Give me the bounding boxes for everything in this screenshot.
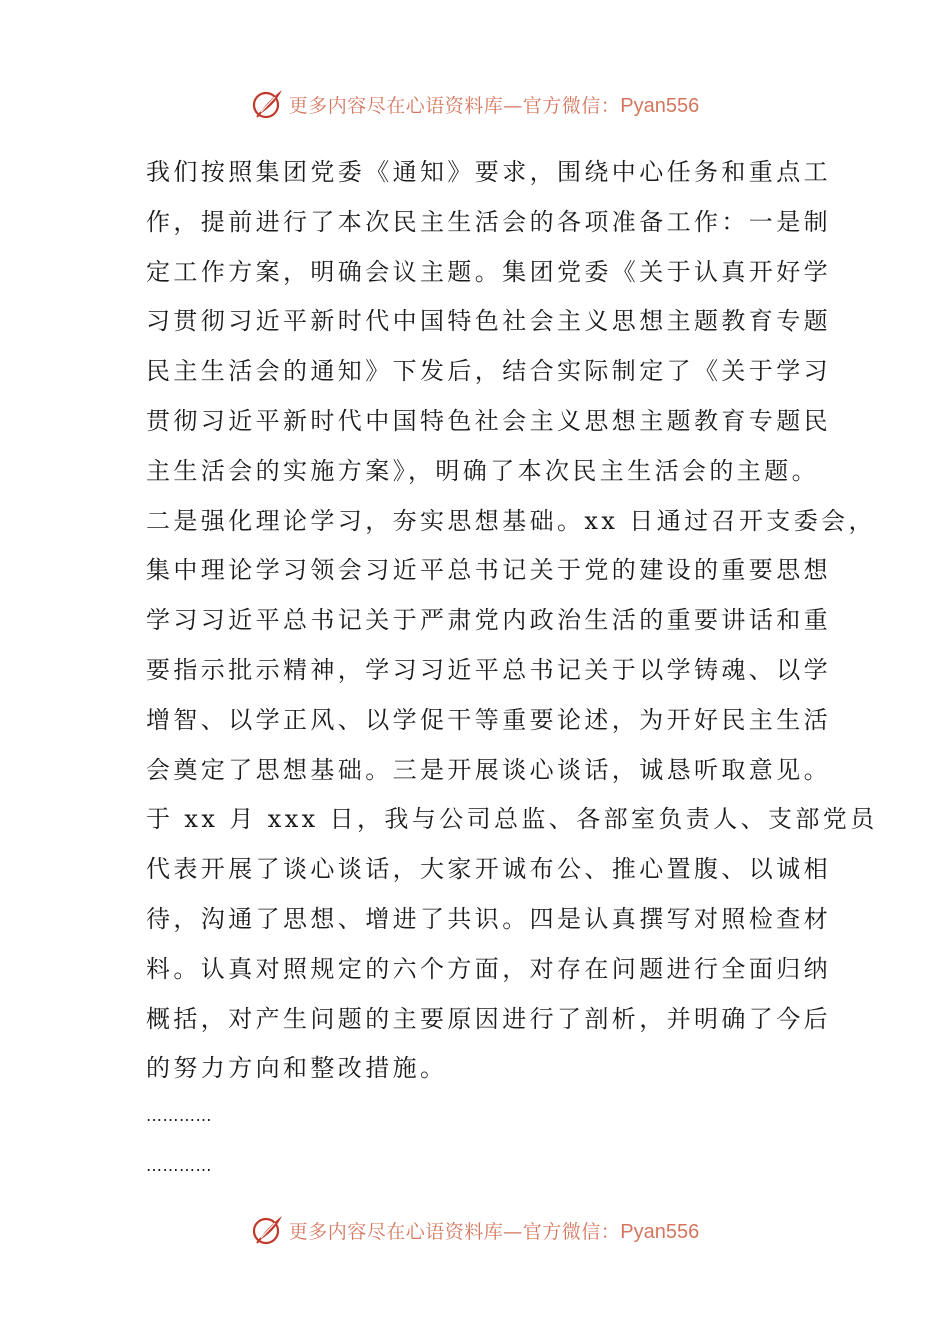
- body-line: 的努力方向和整改措施。: [146, 1054, 448, 1083]
- quill-pen-circle-icon: [251, 87, 285, 121]
- body-line: 增智、以学正风、以学促干等重要论述，为开好民主生活: [146, 705, 831, 734]
- body-line: 于 xx 月 xxx 日，我与公司总监、各部室负责人、支部党员: [146, 805, 878, 834]
- footer-watermark-banner: [0, 1210, 950, 1250]
- body-line: 会奠定了思想基础。三是开展谈心谈话，诚恳听取意见。: [146, 755, 831, 784]
- wechat-id: Pyan556: [620, 94, 700, 117]
- body-line: 代表开展了谈心谈话，大家开诚布公、推心置腹、以诚相: [146, 855, 831, 884]
- banner-text: 更多内容尽在心语资料库—官方微信：Pyan556: [288, 94, 700, 117]
- quill-pen-circle-icon: [251, 1213, 285, 1247]
- body-line: 学习习近平总书记关于严肃党内政治生活的重要讲话和重: [146, 606, 831, 635]
- body-line: 习贯彻习近平新时代中国特色社会主义思想主题教育专题: [146, 307, 831, 336]
- body-line: 作，提前进行了本次民主生活会的各项准备工作：一是制: [146, 207, 831, 236]
- body-line: 贯彻习近平新时代中国特色社会主义思想主题教育专题民: [146, 406, 831, 435]
- ellipsis-continuation: …………: [146, 1106, 212, 1125]
- body-line: 主生活会的实施方案》，明确了本次民主生活会的主题。: [146, 456, 819, 485]
- header-watermark-banner: [0, 84, 950, 124]
- body-line: 待，沟通了思想、增进了共识。四是认真撰写对照检查材: [146, 904, 831, 933]
- body-line: 我们按照集团党委《通知》要求，围绕中心任务和重点工: [146, 158, 831, 186]
- body-line: 概括，对产生问题的主要原因进行了剖析，并明确了今后: [146, 1004, 831, 1033]
- banner-text: 更多内容尽在心语资料库—官方微信：Pyan556: [288, 1220, 700, 1243]
- document-body: [146, 148, 878, 1094]
- wechat-id: Pyan556: [620, 1220, 700, 1243]
- body-line: 料。认真对照规定的六个方面，对存在问题进行全面归纳: [146, 954, 831, 983]
- body-line: 定工作方案，明确会议主题。集团党委《关于认真开好学: [146, 257, 831, 286]
- body-line: 二是强化理论学习，夯实思想基础。xx 日通过召开支委会，: [146, 506, 876, 535]
- body-line: 要指示批示精神，学习习近平总书记关于以学铸魂、以学: [146, 655, 831, 684]
- ellipsis-continuation: …………: [146, 1156, 212, 1175]
- body-line: 集中理论学习领会习近平总书记关于党的建设的重要思想: [146, 556, 831, 585]
- body-line: 民主生活会的通知》下发后，结合实际制定了《关于学习: [146, 357, 831, 386]
